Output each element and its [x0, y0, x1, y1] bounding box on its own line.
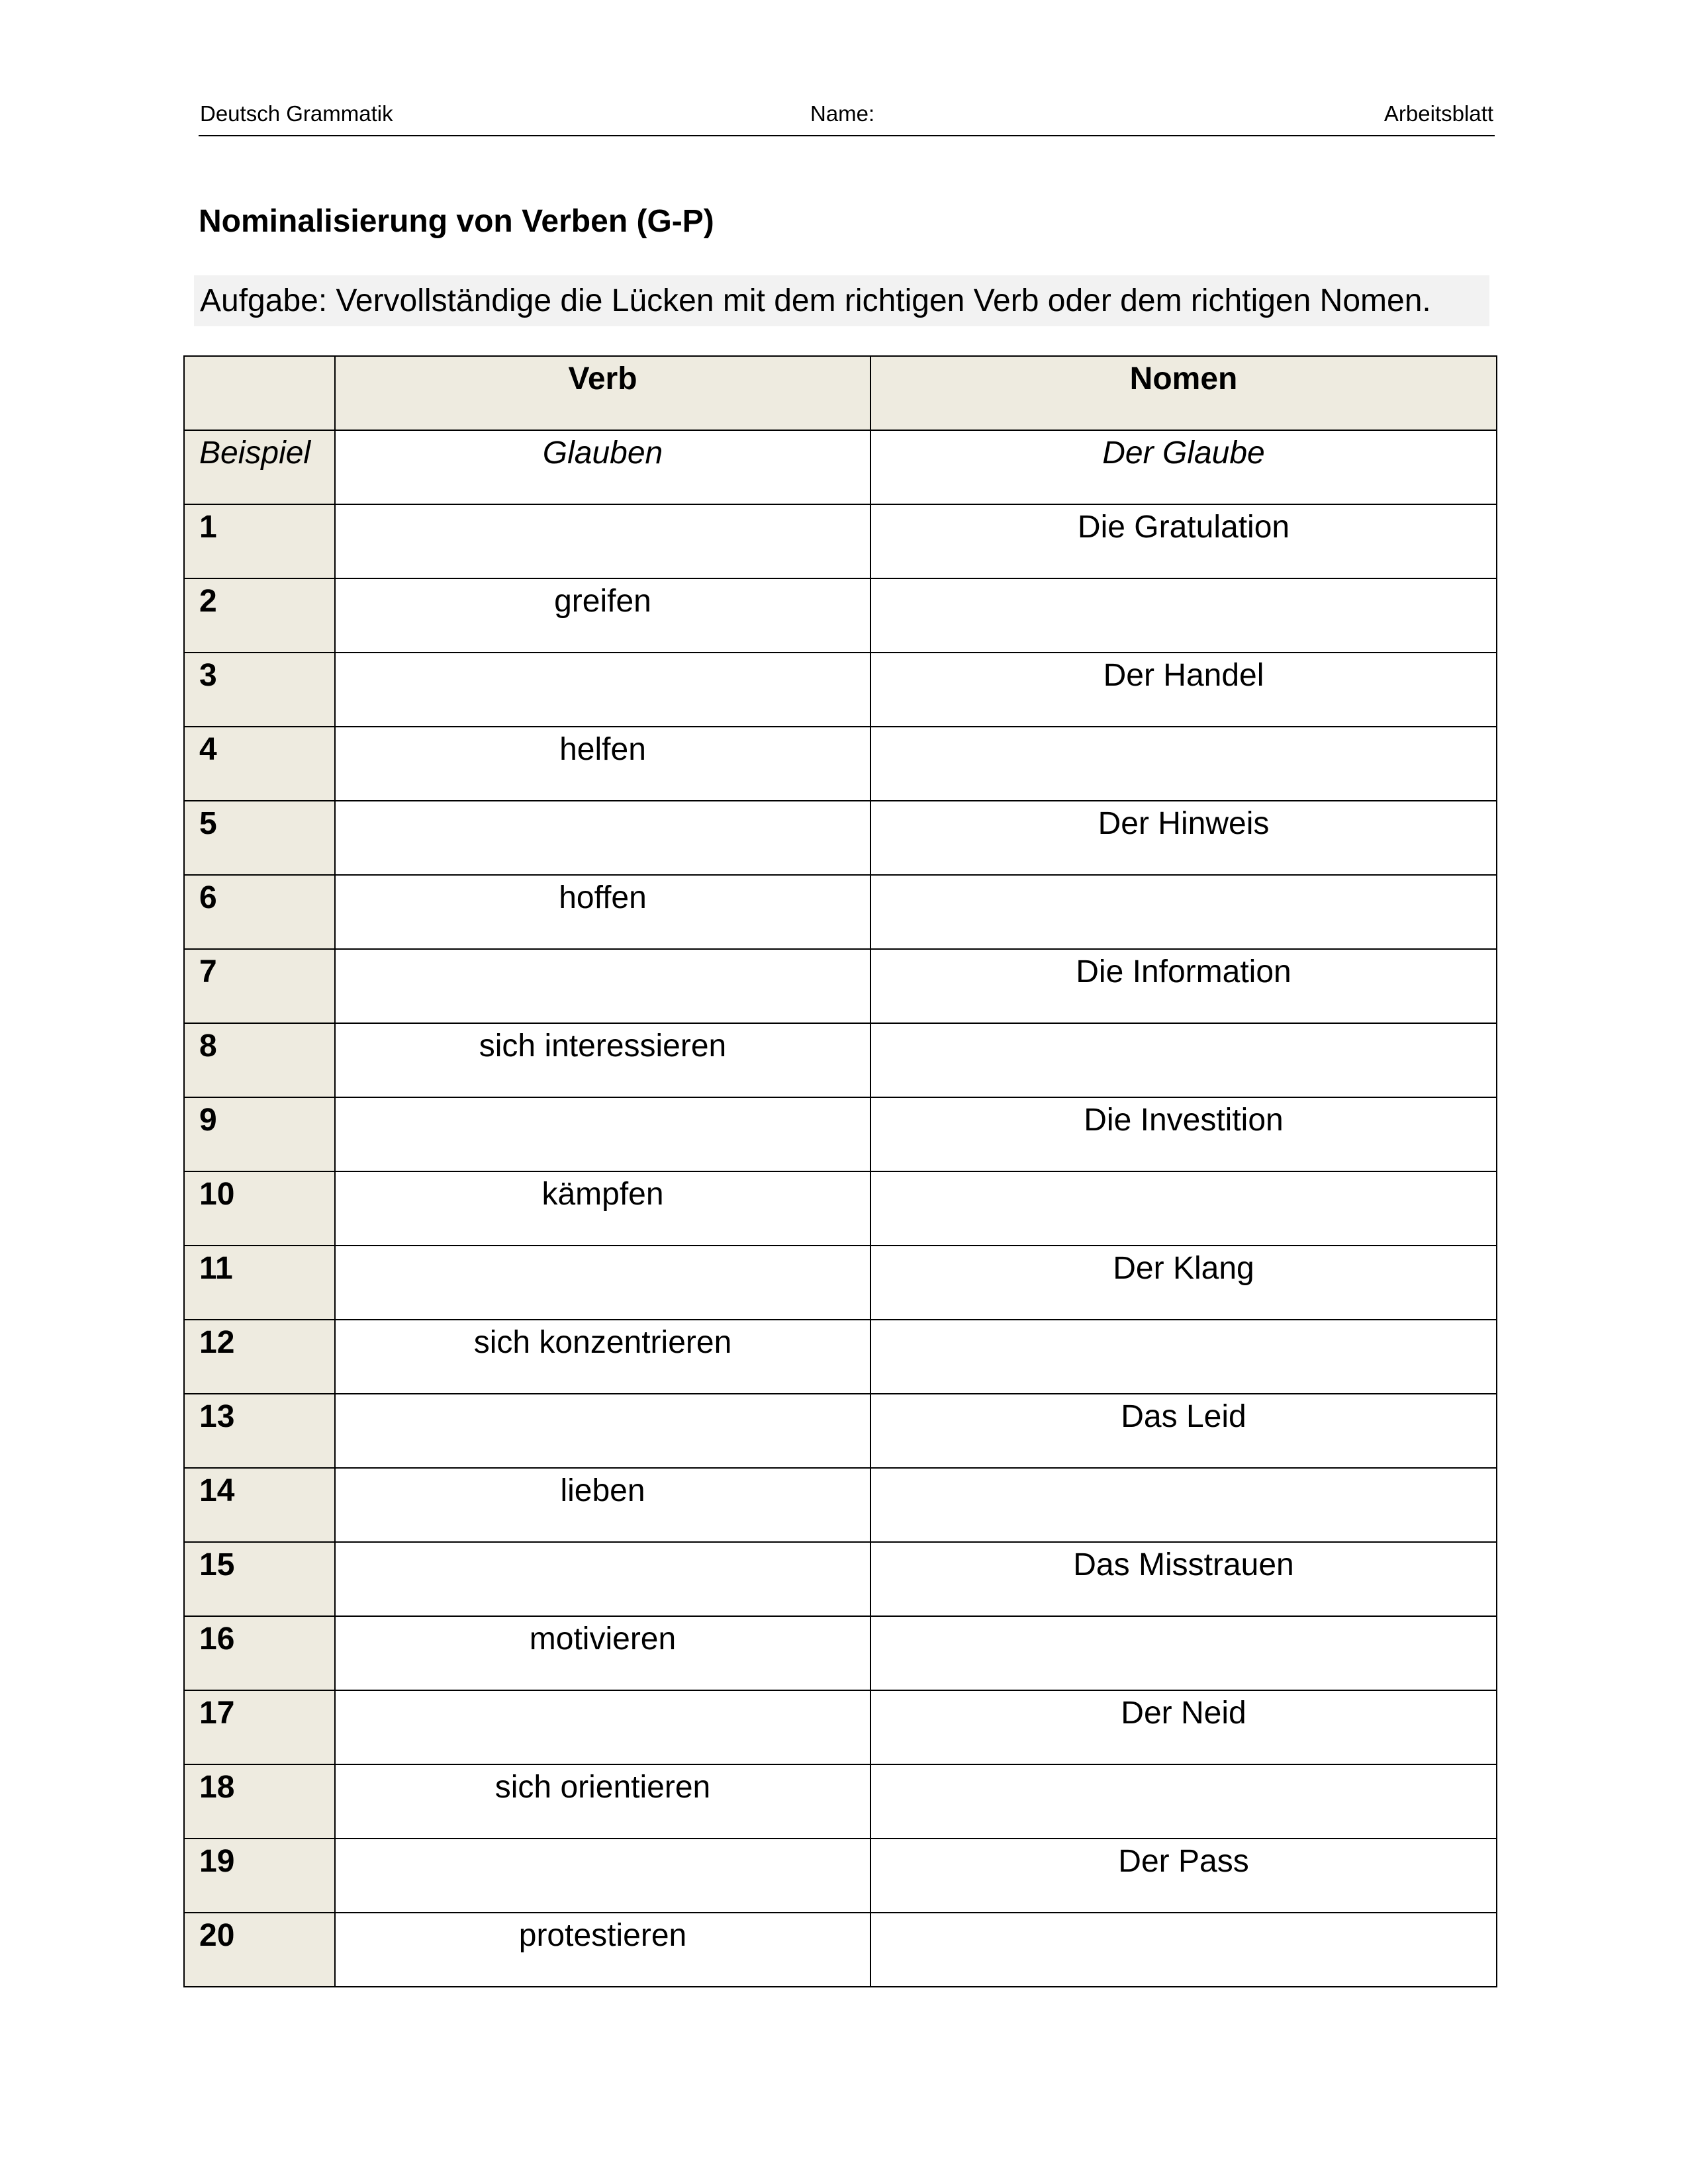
header-cell-verb: Verb: [335, 356, 870, 430]
verb-cell: motivieren: [335, 1616, 870, 1690]
verb-cell: sich konzentrieren: [335, 1320, 870, 1394]
row-number: 6: [184, 875, 335, 949]
example-label: Beispiel: [184, 430, 335, 504]
noun-cell: Die Investition: [870, 1097, 1497, 1171]
verb-blank[interactable]: [335, 1690, 870, 1764]
header-cell-number: [184, 356, 335, 430]
table-row: [184, 1913, 1497, 1987]
table-row: [184, 653, 1497, 727]
example-noun: Der Glaube: [870, 430, 1497, 504]
verb-cell: greifen: [335, 578, 870, 653]
verb-blank[interactable]: [335, 801, 870, 875]
table-row: [184, 578, 1497, 653]
row-number: 15: [184, 1542, 335, 1616]
noun-blank[interactable]: [870, 1023, 1497, 1097]
row-number: 9: [184, 1097, 335, 1171]
table-row: [184, 1764, 1497, 1839]
header-doc-type: Arbeitsblatt: [1383, 101, 1493, 126]
row-number: 4: [184, 727, 335, 801]
row-number: 13: [184, 1394, 335, 1468]
row-number: 8: [184, 1023, 335, 1097]
noun-blank[interactable]: [870, 1764, 1497, 1839]
table-row: [184, 1542, 1497, 1616]
header-subject: Deutsch Grammatik: [200, 101, 393, 126]
row-number: 18: [184, 1764, 335, 1839]
table-row: [184, 1690, 1497, 1764]
table-row: [184, 504, 1497, 578]
table-header-row: [184, 356, 1497, 430]
header-name-label: Name:: [810, 101, 875, 126]
table-row: [184, 949, 1497, 1023]
table-row: [184, 727, 1497, 801]
noun-cell: Das Leid: [870, 1394, 1497, 1468]
row-number: 10: [184, 1171, 335, 1246]
table-row: [184, 801, 1497, 875]
table-row: [184, 1023, 1497, 1097]
verb-blank[interactable]: [335, 949, 870, 1023]
worksheet-table: [183, 355, 1497, 1987]
verb-blank[interactable]: [335, 504, 870, 578]
table-row: [184, 1839, 1497, 1913]
verb-cell: lieben: [335, 1468, 870, 1542]
row-number: 17: [184, 1690, 335, 1764]
row-number: 19: [184, 1839, 335, 1913]
verb-cell: protestieren: [335, 1913, 870, 1987]
noun-blank[interactable]: [870, 1616, 1497, 1690]
row-number: 12: [184, 1320, 335, 1394]
header-cell-noun: Nomen: [870, 356, 1497, 430]
noun-cell: Die Gratulation: [870, 504, 1497, 578]
verb-cell: sich interessieren: [335, 1023, 870, 1097]
row-number: 20: [184, 1913, 335, 1987]
noun-cell: Der Klang: [870, 1246, 1497, 1320]
page-header: [199, 98, 1495, 136]
table-row: [184, 1320, 1497, 1394]
noun-cell: Der Neid: [870, 1690, 1497, 1764]
noun-blank[interactable]: [870, 1468, 1497, 1542]
noun-blank[interactable]: [870, 578, 1497, 653]
noun-blank[interactable]: [870, 727, 1497, 801]
noun-blank[interactable]: [870, 1171, 1497, 1246]
example-verb: Glauben: [335, 430, 870, 504]
noun-blank[interactable]: [870, 875, 1497, 949]
noun-cell: Der Pass: [870, 1839, 1497, 1913]
row-number: 2: [184, 578, 335, 653]
noun-blank[interactable]: [870, 1320, 1497, 1394]
row-number: 7: [184, 949, 335, 1023]
verb-blank[interactable]: [335, 653, 870, 727]
verb-blank[interactable]: [335, 1839, 870, 1913]
verb-blank[interactable]: [335, 1097, 870, 1171]
noun-blank[interactable]: [870, 1913, 1497, 1987]
row-number: 16: [184, 1616, 335, 1690]
verb-cell: hoffen: [335, 875, 870, 949]
noun-cell: Der Handel: [870, 653, 1497, 727]
table-row: [184, 1171, 1497, 1246]
example-row: [184, 430, 1497, 504]
table-row: [184, 1097, 1497, 1171]
table-row: [184, 1616, 1497, 1690]
noun-cell: Der Hinweis: [870, 801, 1497, 875]
row-number: 1: [184, 504, 335, 578]
verb-cell: helfen: [335, 727, 870, 801]
row-number: 5: [184, 801, 335, 875]
table-row: [184, 1246, 1497, 1320]
table-row: [184, 875, 1497, 949]
table-row: [184, 1468, 1497, 1542]
row-number: 14: [184, 1468, 335, 1542]
verb-cell: sich orientieren: [335, 1764, 870, 1839]
row-number: 11: [184, 1246, 335, 1320]
verb-cell: kämpfen: [335, 1171, 870, 1246]
page-title: Nominalisierung von Verben (G-P): [199, 204, 714, 239]
task-instruction: Aufgabe: Vervollständige die Lücken mit dem richtigen Verb oder dem richtigen Nomen.: [194, 275, 1489, 326]
noun-cell: Das Misstrauen: [870, 1542, 1497, 1616]
verb-blank[interactable]: [335, 1542, 870, 1616]
table-row: [184, 1394, 1497, 1468]
verb-blank[interactable]: [335, 1394, 870, 1468]
noun-cell: Die Information: [870, 949, 1497, 1023]
row-number: 3: [184, 653, 335, 727]
verb-blank[interactable]: [335, 1246, 870, 1320]
